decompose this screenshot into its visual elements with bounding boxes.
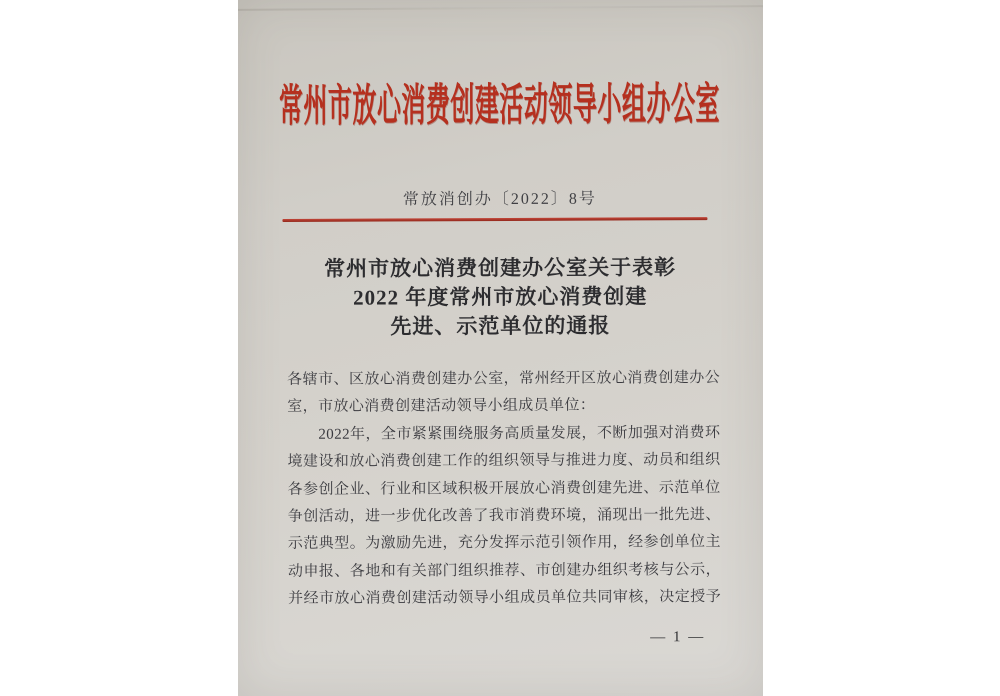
document-page bbox=[236, 0, 764, 696]
body-line: 各辖市、区放心消费创建办公室，常州经开区放心消费创建办公 bbox=[287, 370, 721, 388]
body-line: 示范典型。为激励先进，充分发挥示范引领作用，经参创单位主 bbox=[287, 534, 721, 553]
document-title bbox=[238, 253, 763, 342]
body-line: 动申报、各地和有关部门组织推荐、市创建办组织考核与公示， bbox=[287, 561, 722, 580]
document-number: 常放消创办〔2022〕8号 bbox=[402, 190, 597, 209]
page-number: — 1 — bbox=[650, 629, 706, 646]
body-line: 争创活动，进一步优化改善了我市消费环境，涌现出一批先进、 bbox=[287, 506, 721, 525]
body-line: 各参创企业、行业和区域积极开展放心消费创建先进、示范单位 bbox=[287, 479, 721, 498]
body-line: 室，市放心消费创建活动领导小组成员单位： bbox=[287, 397, 596, 416]
title-line-3: 先进、示范单位的通报 bbox=[390, 313, 611, 339]
body-line: 境建设和放心消费创建工作的组织领导与推进力度、动员和组织 bbox=[287, 452, 721, 471]
red-divider-line bbox=[282, 217, 707, 222]
issuing-office-header: 常州市放心消费创建活动领导小组办公室 bbox=[278, 81, 721, 133]
title-line-2: 2022 年度常州市放心消费创建 bbox=[353, 284, 648, 310]
body-line: 并经市放心消费创建活动领导小组成员单位共同审核，决定授予 bbox=[288, 589, 722, 608]
title-line-1: 常州市放心消费创建办公室关于表彰 bbox=[324, 255, 677, 281]
document-body bbox=[287, 365, 721, 613]
body-line: 2022年，全市紧紧围绕服务高质量发展，不断加强对消费环 bbox=[318, 424, 721, 443]
document-photo bbox=[238, 0, 763, 696]
